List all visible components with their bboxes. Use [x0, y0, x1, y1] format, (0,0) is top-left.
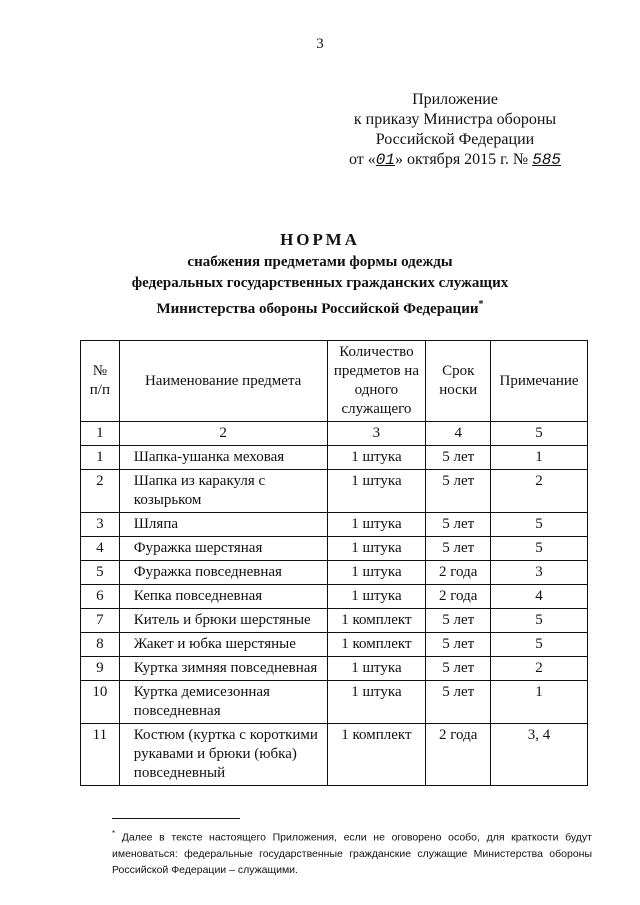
row-name-text: Китель и брюки шерстяные — [133, 612, 311, 628]
index-cell: 3 — [327, 422, 426, 446]
row-qty: 1 штука — [327, 446, 426, 470]
table-row — [81, 657, 588, 681]
row-name-text: Фуражка шерстяная — [133, 540, 263, 556]
row-term: 5 лет — [426, 446, 491, 470]
row-note: 2 — [491, 657, 588, 681]
row-note: 5 — [491, 537, 588, 561]
row-name — [119, 585, 327, 609]
row-term: 5 лет — [426, 513, 491, 537]
row-note: 5 — [491, 633, 588, 657]
footnote-mark: * — [112, 829, 116, 838]
row-num: 10 — [81, 681, 120, 724]
header-num: № п/п — [81, 341, 120, 422]
row-name-text: Шляпа — [133, 516, 178, 532]
row-name — [119, 633, 327, 657]
row-qty: 1 комплект — [327, 609, 426, 633]
footnote-divider — [112, 818, 240, 819]
title-line3-text: Министерства обороны Российской Федерации — [156, 301, 479, 317]
handwritten-day: 01 — [375, 151, 395, 169]
title-norma: НОРМА — [280, 230, 360, 249]
row-name-text: Шапка-ушанка меховая — [133, 449, 285, 465]
row-term: 5 лет — [426, 609, 491, 633]
row-note: 2 — [491, 470, 588, 513]
row-qty: 1 штука — [327, 561, 426, 585]
row-name-text: Фуражка повседневная — [133, 564, 282, 580]
row-note: 3 — [491, 561, 588, 585]
row-qty: 1 штука — [327, 657, 426, 681]
row-num: 2 — [81, 470, 120, 513]
row-qty: 1 комплект — [327, 724, 426, 786]
title-line2: федеральных государственных гражданских служащих — [131, 275, 509, 291]
row-note: 1 — [491, 446, 588, 470]
header-term: Срок носки — [426, 341, 491, 422]
date-middle: » октября 2015 г. № — [394, 151, 529, 168]
handwritten-order-number: 585 — [532, 151, 562, 169]
table-row — [81, 537, 588, 561]
row-name — [119, 513, 327, 537]
row-name-text: Костюм (куртка с короткими рукавами и брюки (юбка) повседневный — [133, 727, 318, 781]
header-qty: Количество предметов на одного служащего — [327, 341, 426, 422]
table-row — [81, 446, 588, 470]
row-term: 2 года — [426, 724, 491, 786]
table-row — [81, 633, 588, 657]
appendix-line3: Российской Федерации — [375, 131, 535, 148]
index-cell: 2 — [119, 422, 327, 446]
appendix-header — [300, 90, 610, 170]
row-qty: 1 штука — [327, 513, 426, 537]
table-header-row — [81, 341, 588, 422]
title-line1: снабжения предметами формы одежды — [187, 254, 453, 270]
row-name — [119, 681, 327, 724]
table-row — [81, 470, 588, 513]
row-num: 9 — [81, 657, 120, 681]
header-name: Наименование предмета — [119, 341, 327, 422]
row-num: 8 — [81, 633, 120, 657]
row-term: 5 лет — [426, 633, 491, 657]
date-prefix: от « — [348, 151, 376, 168]
table-row — [81, 724, 588, 786]
row-name-text: Жакет и юбка шерстяные — [133, 636, 296, 652]
table-body — [81, 446, 588, 786]
table-row — [81, 513, 588, 537]
row-qty: 1 штука — [327, 585, 426, 609]
row-qty: 1 штука — [327, 537, 426, 561]
row-name — [119, 724, 327, 786]
row-name-text: Кепка повседневная — [133, 588, 263, 604]
appendix-line1: Приложение — [412, 91, 498, 108]
row-num: 1 — [81, 446, 120, 470]
table-row — [81, 609, 588, 633]
row-name-text: Куртка демисезонная повседневная — [133, 684, 270, 719]
row-name — [119, 470, 327, 513]
row-name-text: Шапка из каракуля с козырьком — [133, 473, 266, 508]
row-num: 4 — [81, 537, 120, 561]
row-term: 5 лет — [426, 681, 491, 724]
row-name-text: Куртка зимняя повседневная — [133, 660, 318, 676]
row-num: 3 — [81, 513, 120, 537]
header-note: Примечание — [491, 341, 588, 422]
row-term: 5 лет — [426, 657, 491, 681]
row-term: 2 года — [426, 585, 491, 609]
title-line3 — [0, 294, 640, 320]
index-cell: 1 — [81, 422, 120, 446]
row-num: 11 — [81, 724, 120, 786]
table-row — [81, 585, 588, 609]
page-number: 3 — [316, 36, 324, 52]
row-name — [119, 537, 327, 561]
appendix-date-line — [300, 150, 610, 170]
row-term: 5 лет — [426, 470, 491, 513]
row-num: 6 — [81, 585, 120, 609]
row-note: 5 — [491, 513, 588, 537]
footnote — [112, 826, 592, 878]
row-name — [119, 561, 327, 585]
row-name — [119, 657, 327, 681]
table-row — [81, 561, 588, 585]
row-note: 4 — [491, 585, 588, 609]
norm-table — [80, 340, 588, 786]
row-num: 5 — [81, 561, 120, 585]
row-note: 5 — [491, 609, 588, 633]
footnote-text: Далее в тексте настоящего Приложения, если не оговорено особо, для краткости будут именоваться: федеральные государственные гражданские служащие Министерства обороны Российской Федерации – служащими. — [112, 831, 592, 876]
row-term: 5 лет — [426, 537, 491, 561]
table-index-row — [81, 422, 588, 446]
index-cell: 4 — [426, 422, 491, 446]
document-title — [0, 228, 640, 320]
table-row — [81, 681, 588, 724]
row-num: 7 — [81, 609, 120, 633]
row-note: 1 — [491, 681, 588, 724]
appendix-line2: к приказу Министра обороны — [353, 111, 557, 128]
row-term: 2 года — [426, 561, 491, 585]
row-qty: 1 штука — [327, 470, 426, 513]
index-cell: 5 — [491, 422, 588, 446]
row-name — [119, 609, 327, 633]
row-name — [119, 446, 327, 470]
title-footnote-mark: * — [478, 299, 484, 310]
row-qty: 1 штука — [327, 681, 426, 724]
row-note: 3, 4 — [491, 724, 588, 786]
row-qty: 1 комплект — [327, 633, 426, 657]
